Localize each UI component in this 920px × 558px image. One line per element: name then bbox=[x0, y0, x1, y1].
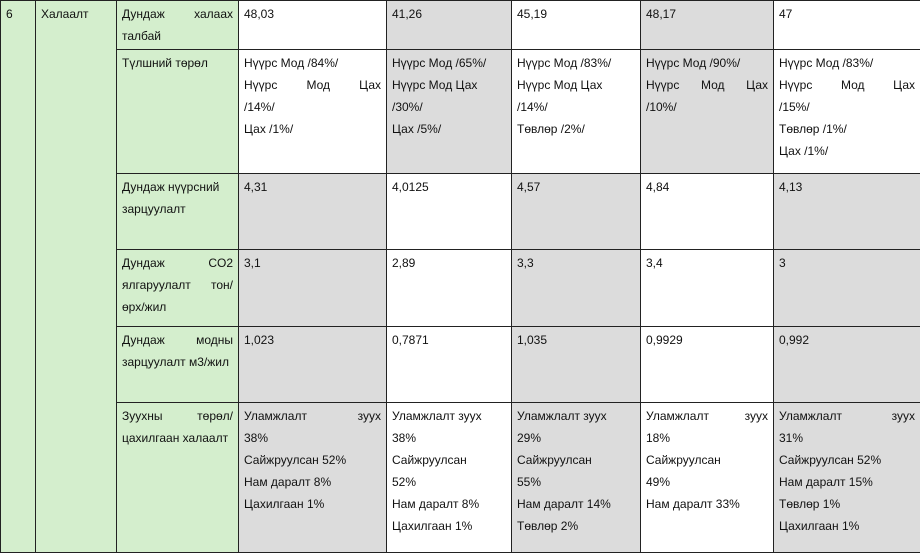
table-row bbox=[1, 403, 920, 553]
value-cell: Нүүрс Мод /84%/ Нүүрс Мод Цах /14%/ Цах /1%/ bbox=[239, 50, 387, 174]
value-cell: 3,3 bbox=[512, 250, 641, 327]
value-cell: Уламжлалт зуух 18% Сайжруулсан 49% Нам даралт 33% bbox=[641, 403, 774, 553]
row-label: Зуухны төрөл/ цахилгаан халаалт bbox=[117, 403, 239, 553]
row-label: Дундаж халаах талбай bbox=[117, 1, 239, 50]
value-cell: 4,13 bbox=[774, 174, 920, 250]
value-cell: Нүүрс Мод /83%/ Нүүрс Мод Цах /15%/ Төвлөр /1%/ Цах /1%/ bbox=[774, 50, 920, 174]
row-label: Түлшний төрөл bbox=[117, 50, 239, 174]
table-row bbox=[1, 50, 920, 174]
value-cell: Нүүрс Мод /65%/ Нүүрс Мод Цах /30%/ Цах /5%/ bbox=[387, 50, 512, 174]
value-cell: 3,1 bbox=[239, 250, 387, 327]
row-label: Дундаж CO2 ялгаруулалт тон/өрх/жил bbox=[117, 250, 239, 327]
value-cell: 0,992 bbox=[774, 327, 920, 403]
value-cell: 0,7871 bbox=[387, 327, 512, 403]
value-cell: 45,19 bbox=[512, 1, 641, 50]
value-cell: 4,31 bbox=[239, 174, 387, 250]
value-cell: 4,84 bbox=[641, 174, 774, 250]
value-cell: 3,4 bbox=[641, 250, 774, 327]
value-cell: Уламжлалт зуух 38% Сайжруулсан 52% Нам даралт 8% Цахилгаан 1% bbox=[239, 403, 387, 553]
value-cell: 1,023 bbox=[239, 327, 387, 403]
value-cell: 4,0125 bbox=[387, 174, 512, 250]
row-index-cell: 6 bbox=[1, 1, 36, 553]
value-cell: Нүүрс Мод /83%/ Нүүрс Мод Цах /14%/ Төвлөр /2%/ bbox=[512, 50, 641, 174]
value-cell: 3 bbox=[774, 250, 920, 327]
value-cell: Нүүрс Мод /90%/ Нүүрс Мод Цах /10%/ bbox=[641, 50, 774, 174]
table-row bbox=[1, 174, 920, 250]
value-cell: Уламжлалт зуух 29% Сайжруулсан 55% Нам даралт 14% Төвлөр 2% bbox=[512, 403, 641, 553]
category-cell: Халаалт bbox=[36, 1, 117, 553]
table-row bbox=[1, 1, 920, 50]
value-cell: 41,26 bbox=[387, 1, 512, 50]
value-cell: 4,57 bbox=[512, 174, 641, 250]
row-label: Дундаж нүүрсний зарцуулалт bbox=[117, 174, 239, 250]
value-cell: 48,17 bbox=[641, 1, 774, 50]
value-cell: 2,89 bbox=[387, 250, 512, 327]
value-cell: Уламжлалт зуух 31% Сайжруулсан 52% Нам даралт 15% Төвлөр 1% Цахилгаан 1% bbox=[774, 403, 920, 553]
row-label: Дундаж модны зарцуулалт м3/жил bbox=[117, 327, 239, 403]
value-cell: 0,9929 bbox=[641, 327, 774, 403]
value-cell: 47 bbox=[774, 1, 920, 50]
value-cell: 48,03 bbox=[239, 1, 387, 50]
table-row bbox=[1, 250, 920, 327]
value-cell: 1,035 bbox=[512, 327, 641, 403]
value-cell: Уламжлалт зуух 38% Сайжруулсан 52% Нам даралт 8% Цахилгаан 1% bbox=[387, 403, 512, 553]
table-row bbox=[1, 327, 920, 403]
